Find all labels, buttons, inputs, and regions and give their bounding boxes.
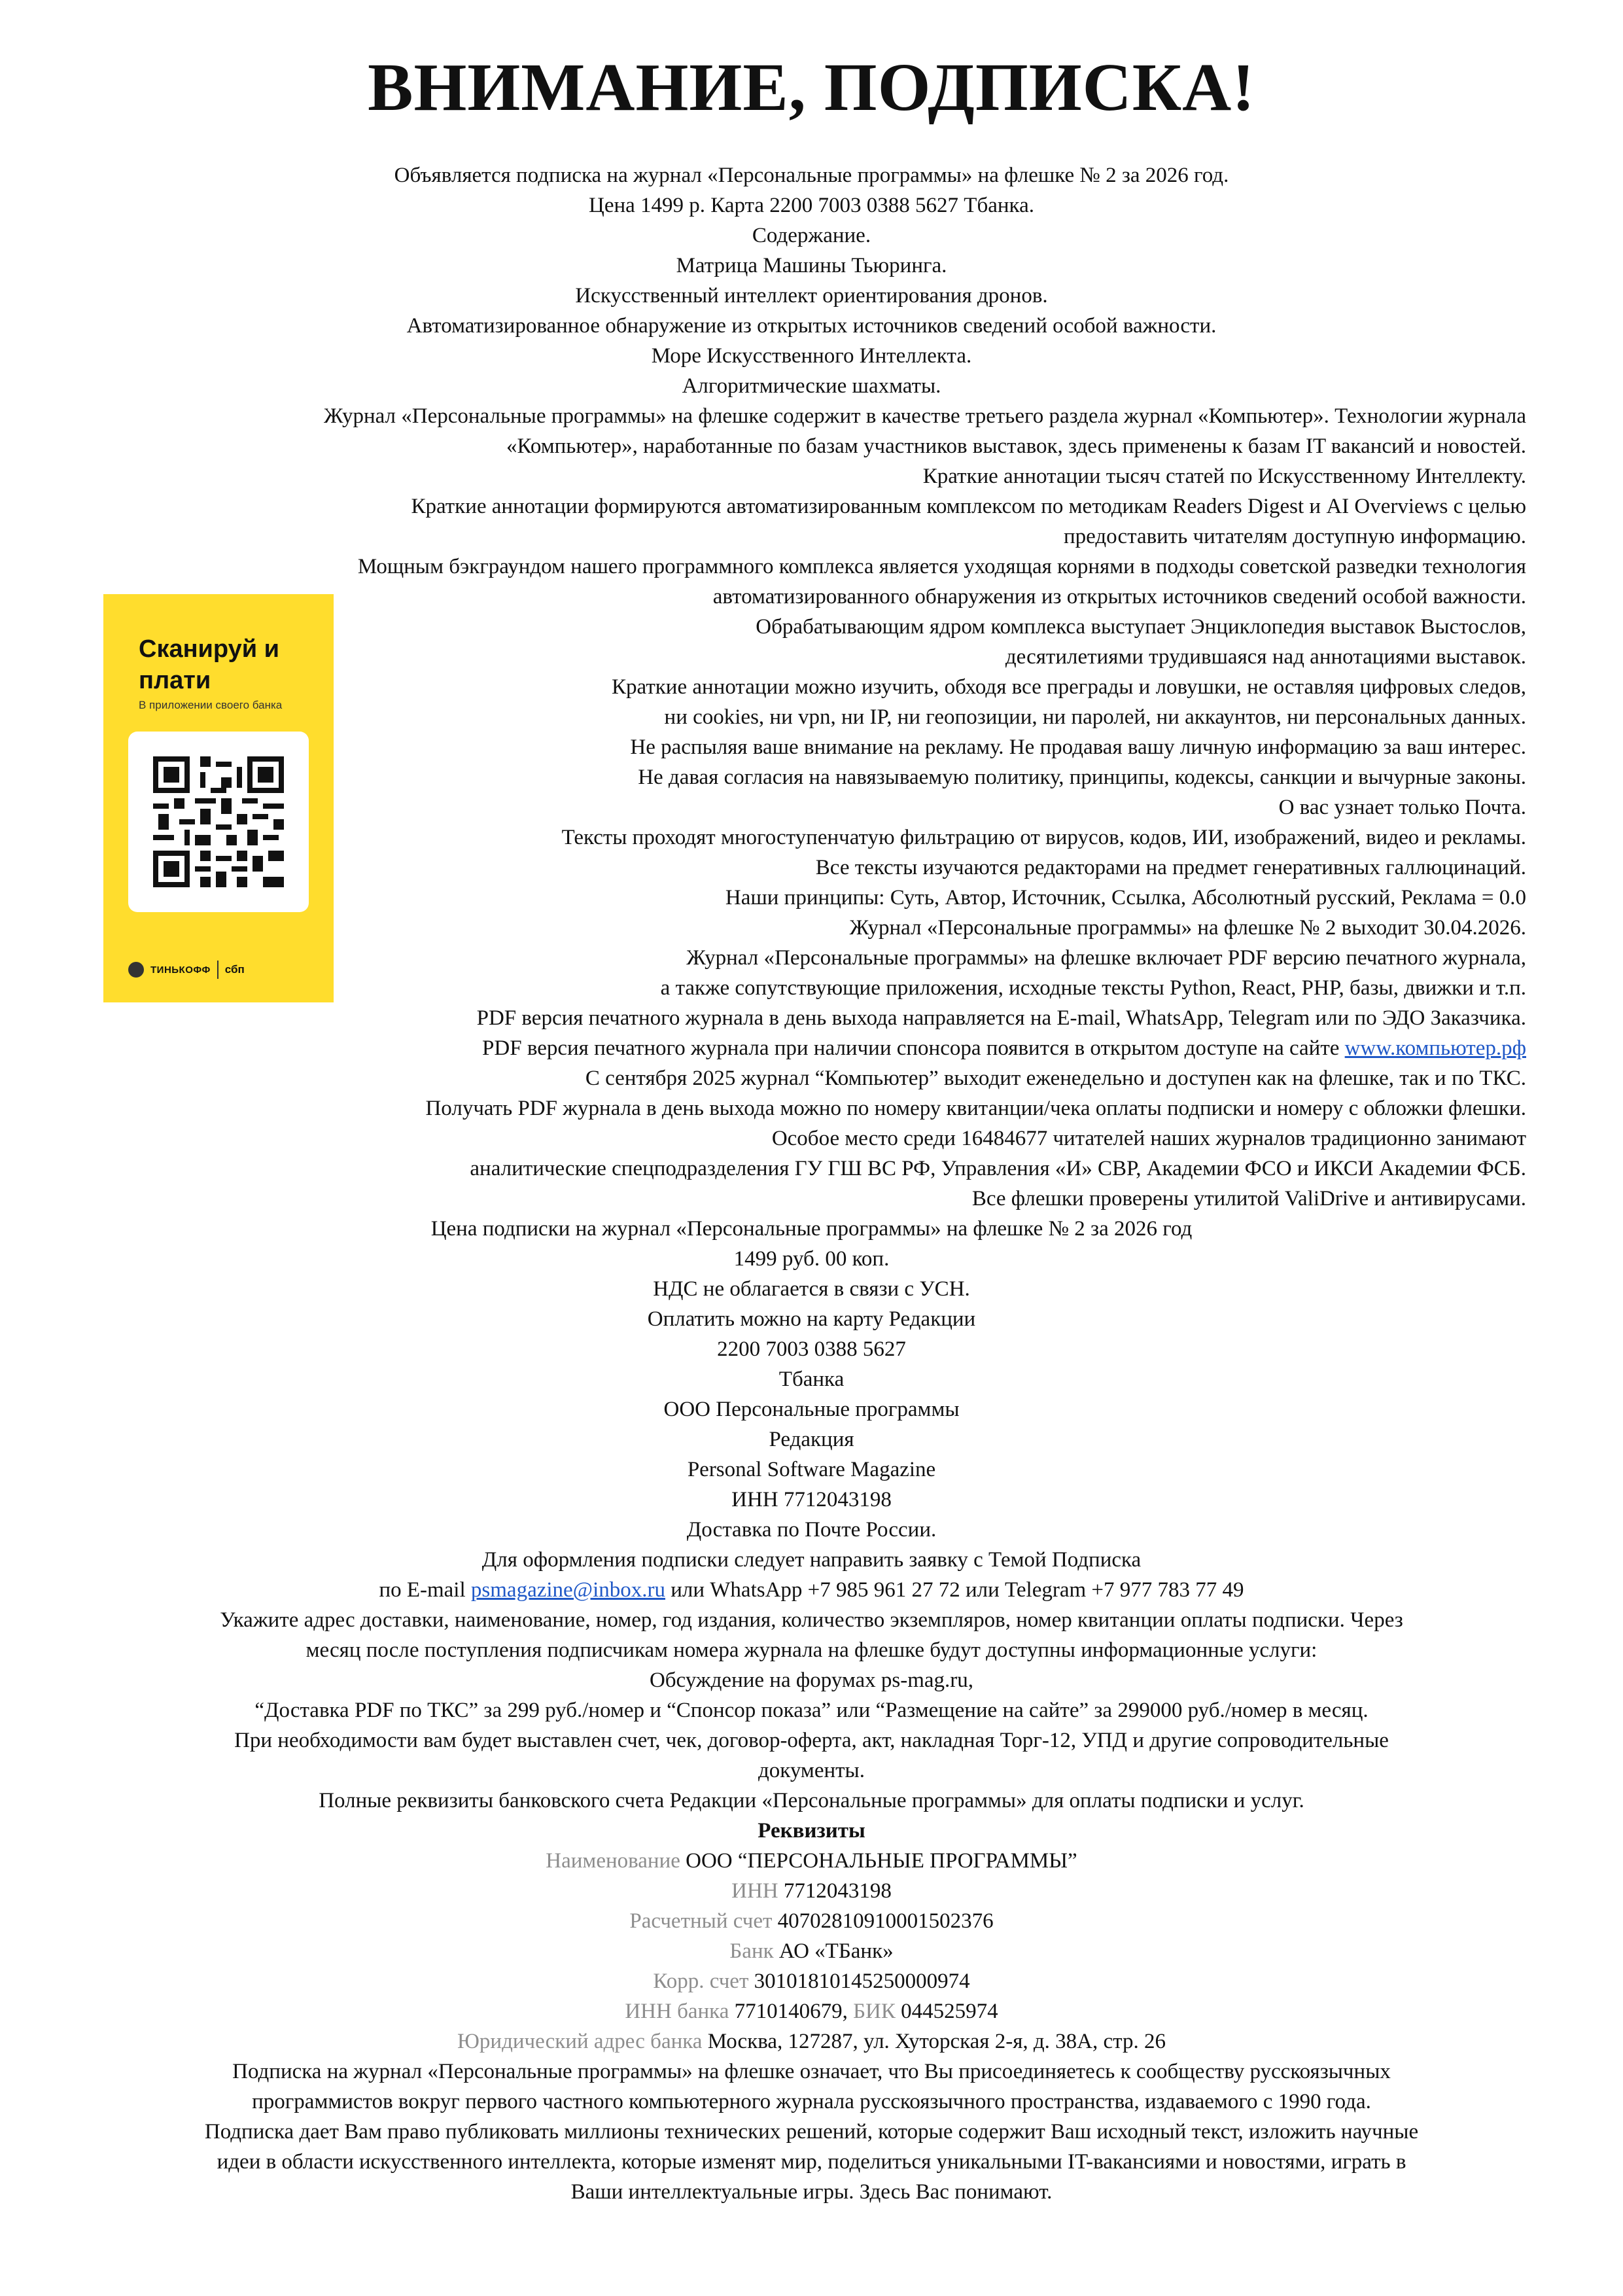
site-link[interactable]: www.компьютер.рф: [1344, 1036, 1526, 1060]
requisite-row: [0, 1937, 1623, 1966]
text-line: Получать PDF журнала в день выхода можно по номеру квитанции/чека оплаты подписки и номеру с обложки флешки.: [425, 1097, 1526, 1120]
text-line: Журнал «Персональные программы» на флешке включает PDF версию печатного журнала,: [686, 946, 1526, 970]
requisite-value: ООО “ПЕРСОНАЛЬНЫЕ ПРОГРАММЫ”: [680, 1849, 1077, 1873]
text-line: Доставка по Почте России.: [686, 1518, 937, 1542]
requisite-label: БИК: [853, 2000, 896, 2023]
text-span: по E-mail: [379, 1578, 471, 1602]
text-line: Укажите адрес доставки, наименование, номер, год издания, количество экземпляров, номер квитанции оплаты подписки. Через: [220, 1608, 1403, 1632]
text-line: Оплатить можно на карту Редакции: [647, 1307, 976, 1331]
requisite-label: Юридический адрес банка: [457, 2030, 703, 2053]
text-line: Полные реквизиты банковского счета Редакции «Персональные программы» для оплаты подписки и услуг.: [319, 1789, 1304, 1812]
text-line: Для оформления подписки следует направить заявку с Темой Подписка: [481, 1548, 1142, 1572]
text-line: Автоматизированное обнаружение из открытых источников сведений особой важности.: [406, 314, 1217, 338]
card-title: Сканируй и плати: [139, 635, 280, 694]
text-line: Редакция: [769, 1428, 854, 1451]
text-line: Personal Software Magazine: [687, 1458, 936, 1481]
text-line: автоматизированного обнаружения из открытых источников сведений особой важности.: [712, 585, 1526, 609]
text-line: Тбанка: [778, 1368, 845, 1391]
requisite-row: [0, 1877, 1623, 1905]
text-line: Содержание.: [752, 224, 871, 247]
bank-emblem-icon: [128, 962, 144, 978]
text-line: “Доставка PDF по ТКС” за 299 руб./номер и “Спонсор показа” или “Размещение на сайте” за 299000 руб./номер в месяц.: [254, 1699, 1369, 1722]
text-line: Не распыляя ваше внимание на рекламу. Не продавая вашу личную информацию за ваш интерес.: [630, 735, 1526, 759]
requisite-value: 40702810910001502376: [772, 1909, 994, 1933]
text-line: Наши принципы: Суть, Автор, Источник, Ссылка, Абсолютный русский, Реклама = 0.0: [725, 886, 1526, 910]
footer-line: идеи в области искусственного интеллекта, которые изменят мир, поделиться уникальными IT-вакансиями и новостями, играть в: [217, 2150, 1406, 2174]
requisite-value: 30101810145250000974: [748, 1969, 970, 1993]
text-line: НДС не облагается в связи с УСН.: [653, 1277, 970, 1301]
text-line: PDF версия печатного журнала в день выхода направляется на E-mail, WhatsApp, Telegram или по ЭДО Заказчика.: [476, 1006, 1526, 1030]
text-line: Искусственный интеллект ориентирования дронов.: [575, 284, 1048, 308]
requisite-row: [0, 1997, 1623, 2026]
text-line: Краткие аннотации тысяч статей по Искусственному Интеллекту.: [922, 465, 1526, 488]
requisite-label: Банк: [729, 1939, 774, 1963]
text-line: 1499 руб. 00 коп.: [733, 1247, 890, 1271]
text-line-with-link: [0, 1576, 1623, 1604]
requisite-label: ИНН: [731, 1879, 778, 1903]
page-title: ВНИМАНИЕ, ПОДПИСКА!: [368, 50, 1255, 125]
requisite-row: [0, 1967, 1623, 1996]
text-line: Обсуждение на форумах ps-mag.ru,: [649, 1669, 974, 1692]
requisite-label: Наименование: [546, 1849, 680, 1873]
text-line: Обрабатывающим ядром комплекса выступает Энциклопедия выставок Выстослов,: [756, 615, 1526, 639]
sbp-logo: сбп: [224, 963, 245, 976]
text-line: «Компьютер», наработанные по базам участников выставок, здесь применены к базам IT вакансий и новостей.: [506, 434, 1526, 458]
requisite-row: [0, 1907, 1623, 1935]
text-line: Краткие аннотации формируются автоматизированным комплексом по методикам Readers Digest и AI Overviews с целью: [411, 495, 1526, 518]
text-line: Не давая согласия на навязываемую политику, принципы, кодексы, санкции и вычурные законы.: [638, 766, 1526, 789]
text-line: При необходимости вам будет выставлен счет, чек, договор-оферта, акт, накладная Торг-12, УПД и другие сопроводительные: [234, 1729, 1389, 1752]
email-link[interactable]: psmagazine@inbox.ru: [470, 1578, 665, 1602]
text-line: Объявляется подписка на журнал «Персональные программы» на флешке № 2 за 2026 год.: [394, 164, 1229, 187]
requisite-value: 7710140679,: [729, 2000, 854, 2023]
requisite-row: [0, 1846, 1623, 1875]
text-line: Краткие аннотации можно изучить, обходя все преграды и ловушки, не оставляя цифровых следов,: [612, 675, 1526, 699]
text-line: О вас узнает только Почта.: [1278, 796, 1526, 819]
requisites-heading: Реквизиты: [758, 1819, 865, 1843]
card-footer: [128, 958, 309, 981]
text-line: Мощным бэкграундом нашего программного комплекса является уходящая корнями в подходы советской разведки технология: [357, 555, 1526, 578]
text-line-with-link: [482, 1034, 1526, 1063]
text-line: ООО Персональные программы: [663, 1398, 960, 1421]
text-line: ни cookies, ни vpn, ни IP, ни геопозиции, ни паролей, ни аккаунтов, ни персональных данных.: [664, 705, 1526, 729]
requisite-value: 044525974: [895, 2000, 998, 2023]
text-line: Цена 1499 р. Карта 2200 7003 0388 5627 Тбанка.: [589, 194, 1034, 217]
requisite-row: [0, 2027, 1623, 2056]
text-line: Журнал «Персональные программы» на флешке содержит в качестве третьего раздела журнал «Компьютер». Технологии журнала: [324, 404, 1526, 428]
divider: [217, 961, 218, 979]
text-line: Алгоритмические шахматы.: [682, 374, 941, 398]
text-span: PDF версия печатного журнала при наличии спонсора появится в открытом доступе на сайте: [482, 1036, 1345, 1060]
footer-line: Ваши интеллектуальные игры. Здесь Вас понимают.: [570, 2180, 1053, 2204]
requisite-value: 7712043198: [778, 1879, 892, 1903]
text-line: Все флешки проверены утилитой ValiDrive и антивирусами.: [971, 1187, 1526, 1210]
text-line: документы.: [758, 1759, 865, 1782]
text-line: предоставить читателям доступную информацию.: [1064, 525, 1526, 548]
text-line: С сентября 2025 журнал “Компьютер” выходит еженедельно и доступен как на флешке, так и по ТКС.: [585, 1067, 1526, 1090]
text-line: Матрица Машины Тьюринга.: [676, 254, 947, 277]
requisite-label: ИНН банка: [625, 2000, 729, 2023]
text-span: или WhatsApp +7 985 961 27 72 или Telegram +7 977 783 77 49: [665, 1578, 1244, 1602]
text-line: Цена подписки на журнал «Персональные программы» на флешке № 2 за 2026 год: [430, 1217, 1193, 1241]
text-line: а также сопутствующие приложения, исходные тексты Python, React, PHP, базы, движки и т.п.: [660, 976, 1526, 1000]
qr-payment-card: [103, 594, 334, 1002]
text-line: Все тексты изучаются редакторами на предмет генеративных галлюцинаций.: [815, 856, 1526, 879]
requisite-label: Расчетный счет: [629, 1909, 773, 1933]
footer-line: Подписка дает Вам право публиковать миллионы технических решений, которые содержит Ваш исходный текст, изложить научные: [204, 2120, 1419, 2144]
text-line: ИНН 7712043198: [731, 1488, 892, 1511]
requisite-value: Москва, 127287, ул. Хуторская 2-я, д. 38А, стр. 26: [702, 2030, 1166, 2053]
card-subtitle: В приложении своего банка: [139, 699, 283, 711]
qr-code-icon: [153, 756, 284, 887]
qr-code[interactable]: [128, 732, 309, 912]
bank-brand: ТИНЬКОФФ: [150, 964, 211, 976]
text-line: Тексты проходят многоступенчатую фильтрацию от вирусов, кодов, ИИ, изображений, видео и рекламы.: [561, 826, 1526, 849]
text-line: Журнал «Персональные программы» на флешке № 2 выходит 30.04.2026.: [849, 916, 1526, 940]
text-line: аналитические спецподразделения ГУ ГШ ВС РФ, Управления «И» СВР, Академии ФСО и ИКСИ Академии ФСБ.: [470, 1157, 1526, 1180]
footer-line: Подписка на журнал «Персональные программы» на флешке означает, что Вы присоединяетесь к сообществу русскоязычных: [232, 2060, 1391, 2083]
footer-line: программистов вокруг первого частного компьютерного журнала русскоязычного пространства, издаваемого с 1990 года.: [252, 2090, 1371, 2113]
text-line: Море Искусственного Интеллекта.: [651, 344, 972, 368]
requisite-label: Корр. счет: [653, 1969, 749, 1993]
requisite-value: АО «ТБанк»: [773, 1939, 894, 1963]
text-line: десятилетиями трудившаяся над аннотациями выставок.: [1005, 645, 1526, 669]
text-line: месяц после поступления подписчикам номера журнала на флешке будут доступны информационные услуги:: [305, 1638, 1318, 1662]
text-line: Особое место среди 16484677 читателей наших журналов традиционно занимают: [771, 1127, 1526, 1150]
text-line: 2200 7003 0388 5627: [717, 1337, 906, 1361]
